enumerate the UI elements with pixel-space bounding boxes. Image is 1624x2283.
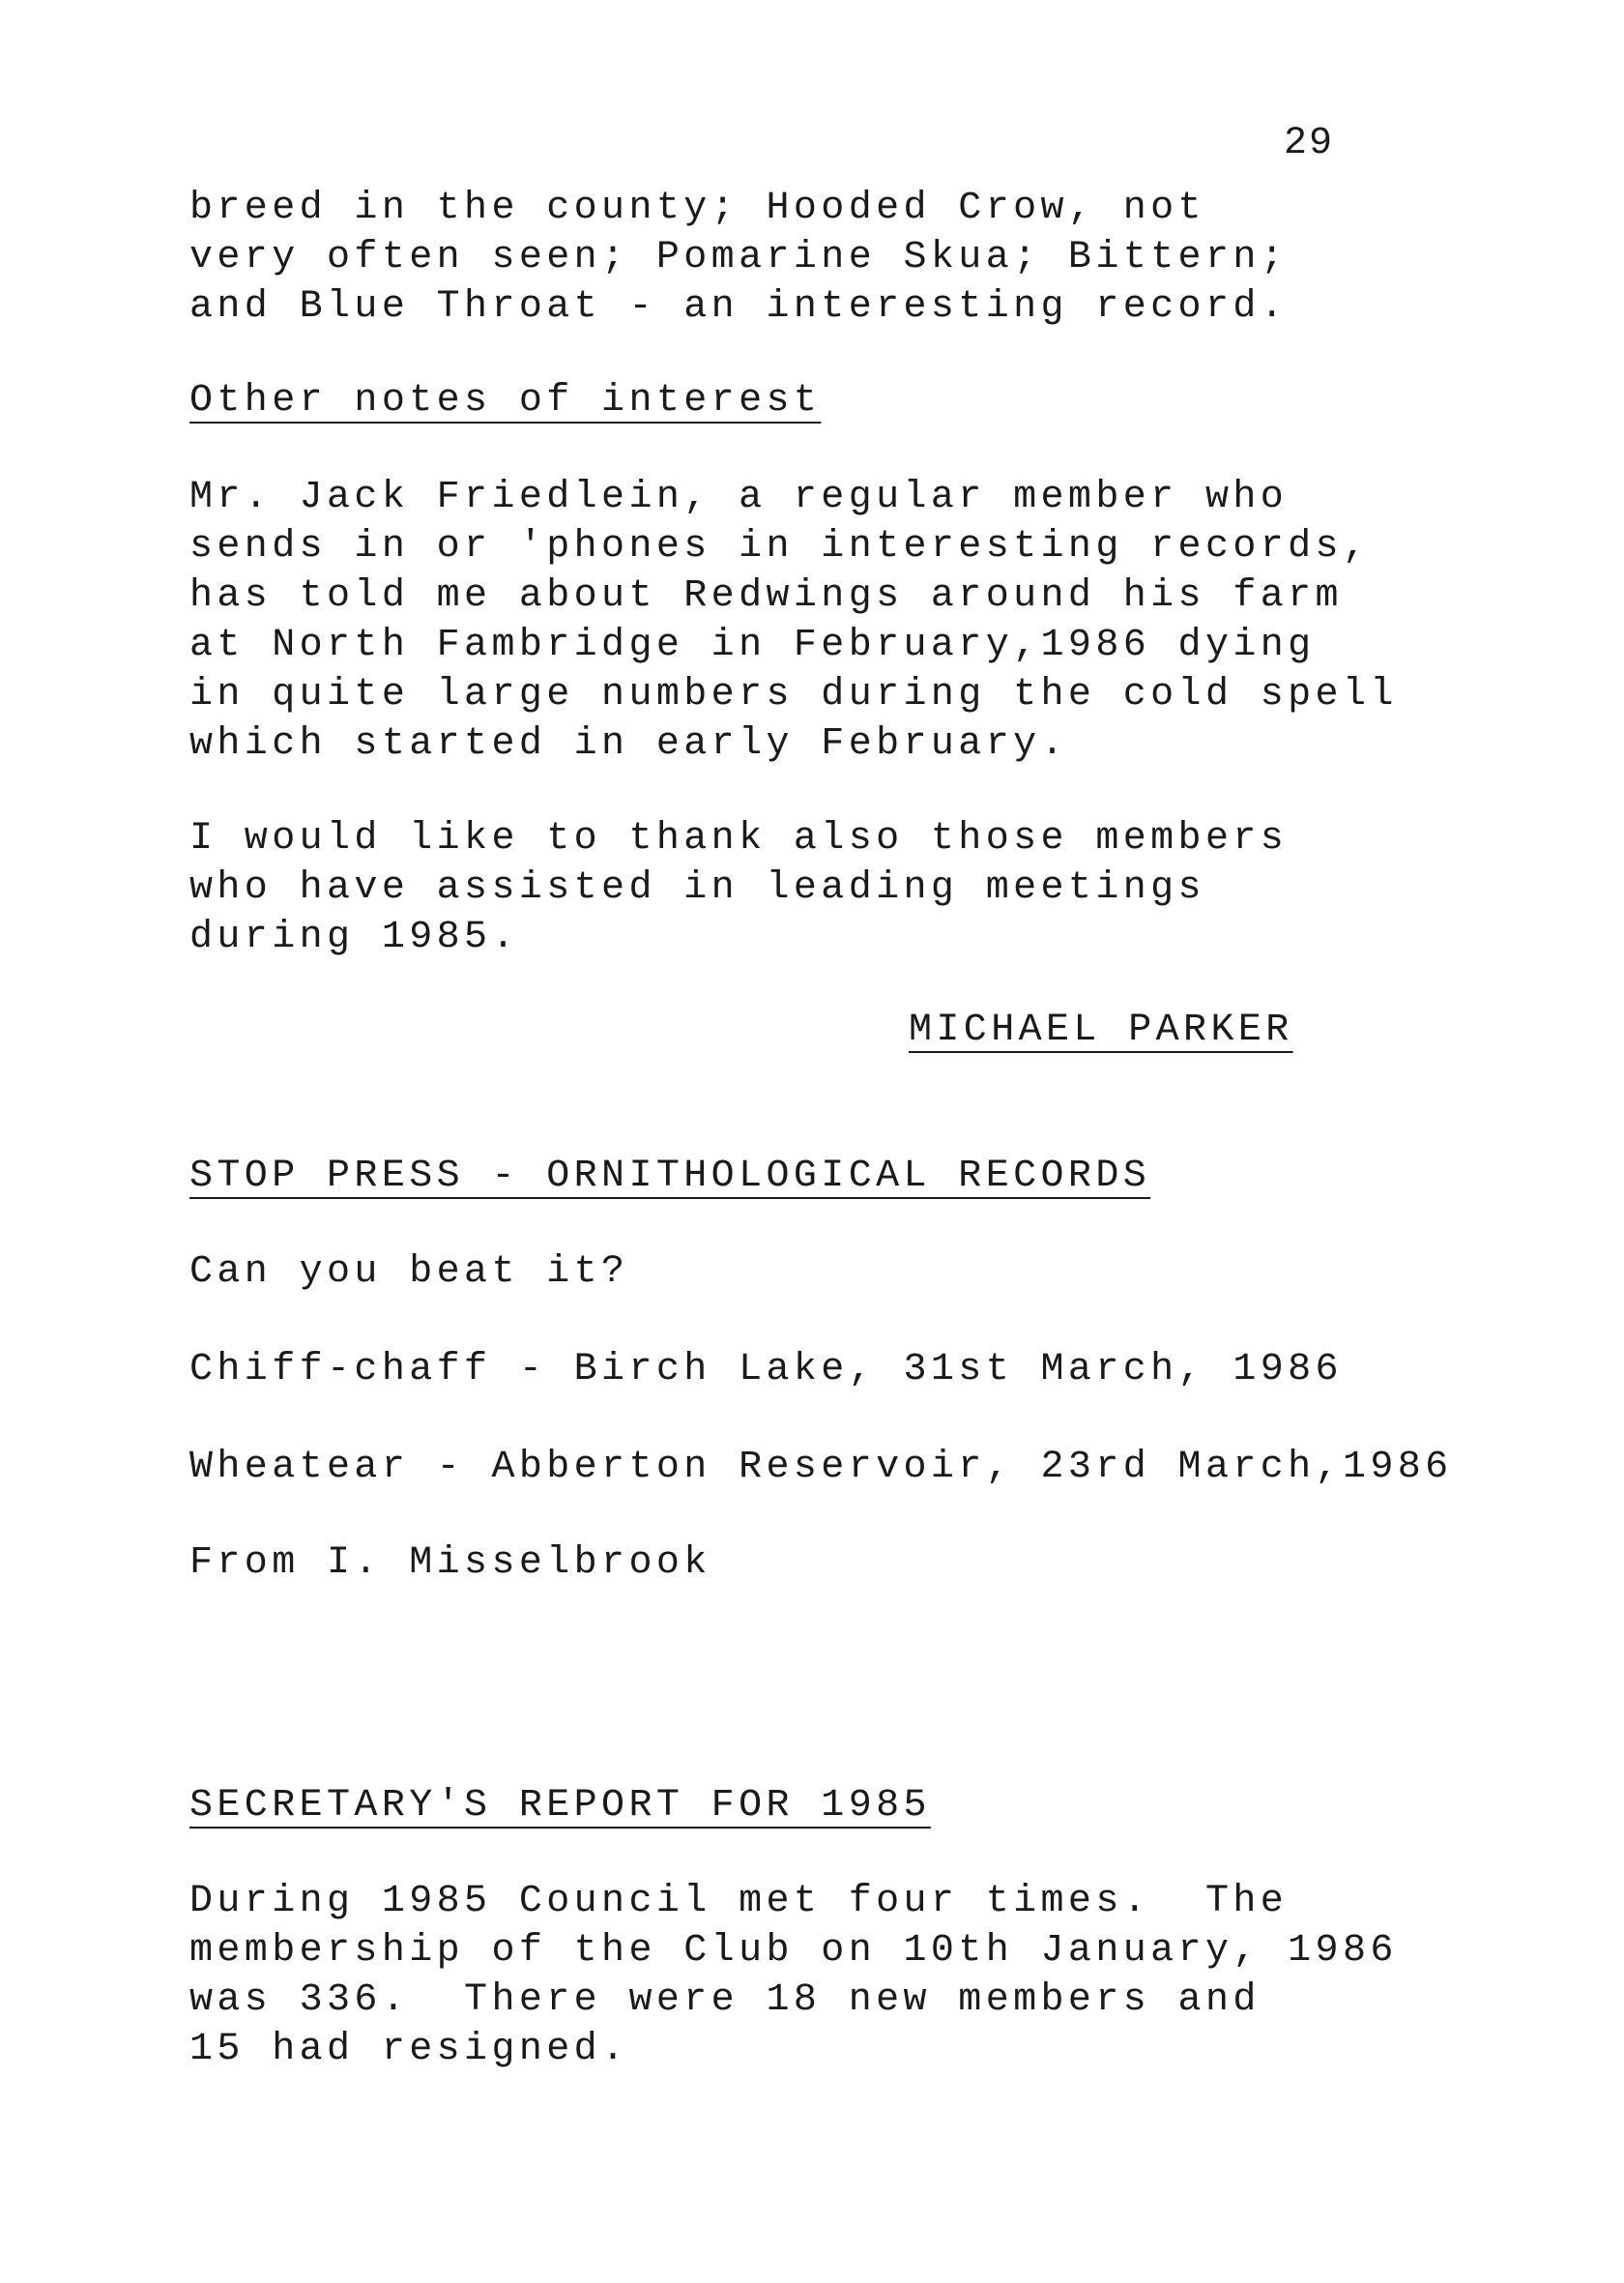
question-line: Can you beat it? [189,1250,629,1294]
paragraph-line: membership of the Club on 10th January, 1986 [189,1929,1398,1973]
paragraph-line: I would like to thank also those members [189,817,1289,861]
signature: MICHAEL PARKER [909,1009,1293,1052]
record-line: Wheatear - Abberton Reservoir, 23rd March,1986 [189,1446,1453,1489]
section-heading-stop-press: STOP PRESS - ORNITHOLOGICAL RECORDS [189,1155,1151,1198]
paragraph-line: and Blue Throat - an interesting record. [189,285,1289,329]
paragraph-line: Mr. Jack Friedlein, a regular member who [189,476,1289,519]
paragraph-line: 15 had resigned. [189,2028,629,2071]
paragraph-line: who have assisted in leading meetings [189,866,1205,910]
section-heading-other-notes: Other notes of interest [189,379,822,423]
paragraph-line: during 1985. [189,916,519,959]
from-line: From I. Misselbrook [189,1541,711,1585]
paragraph-line: During 1985 Council met four times. The [189,1880,1289,1923]
paragraph-line: very often seen; Pomarine Skua; Bittern; [189,236,1289,279]
paragraph-line: which started in early February. [189,722,1068,766]
paragraph-line: sends in or 'phones in interesting records, [189,525,1371,569]
page-number: 29 [1284,122,1335,165]
paragraph-line: at North Fambridge in February,1986 dying [189,624,1316,667]
record-line: Chiff-chaff - Birch Lake, 31st March, 1986 [189,1348,1343,1391]
paragraph-line: breed in the county; Hooded Crow, not [189,187,1205,230]
section-heading-secretary-report: SECRETARY'S REPORT FOR 1985 [189,1784,931,1828]
paragraph-line: was 336. There were 18 new members and [189,1978,1261,2022]
paragraph-line: in quite large numbers during the cold spell [189,673,1398,717]
paragraph-line: has told me about Redwings around his farm [189,574,1343,618]
